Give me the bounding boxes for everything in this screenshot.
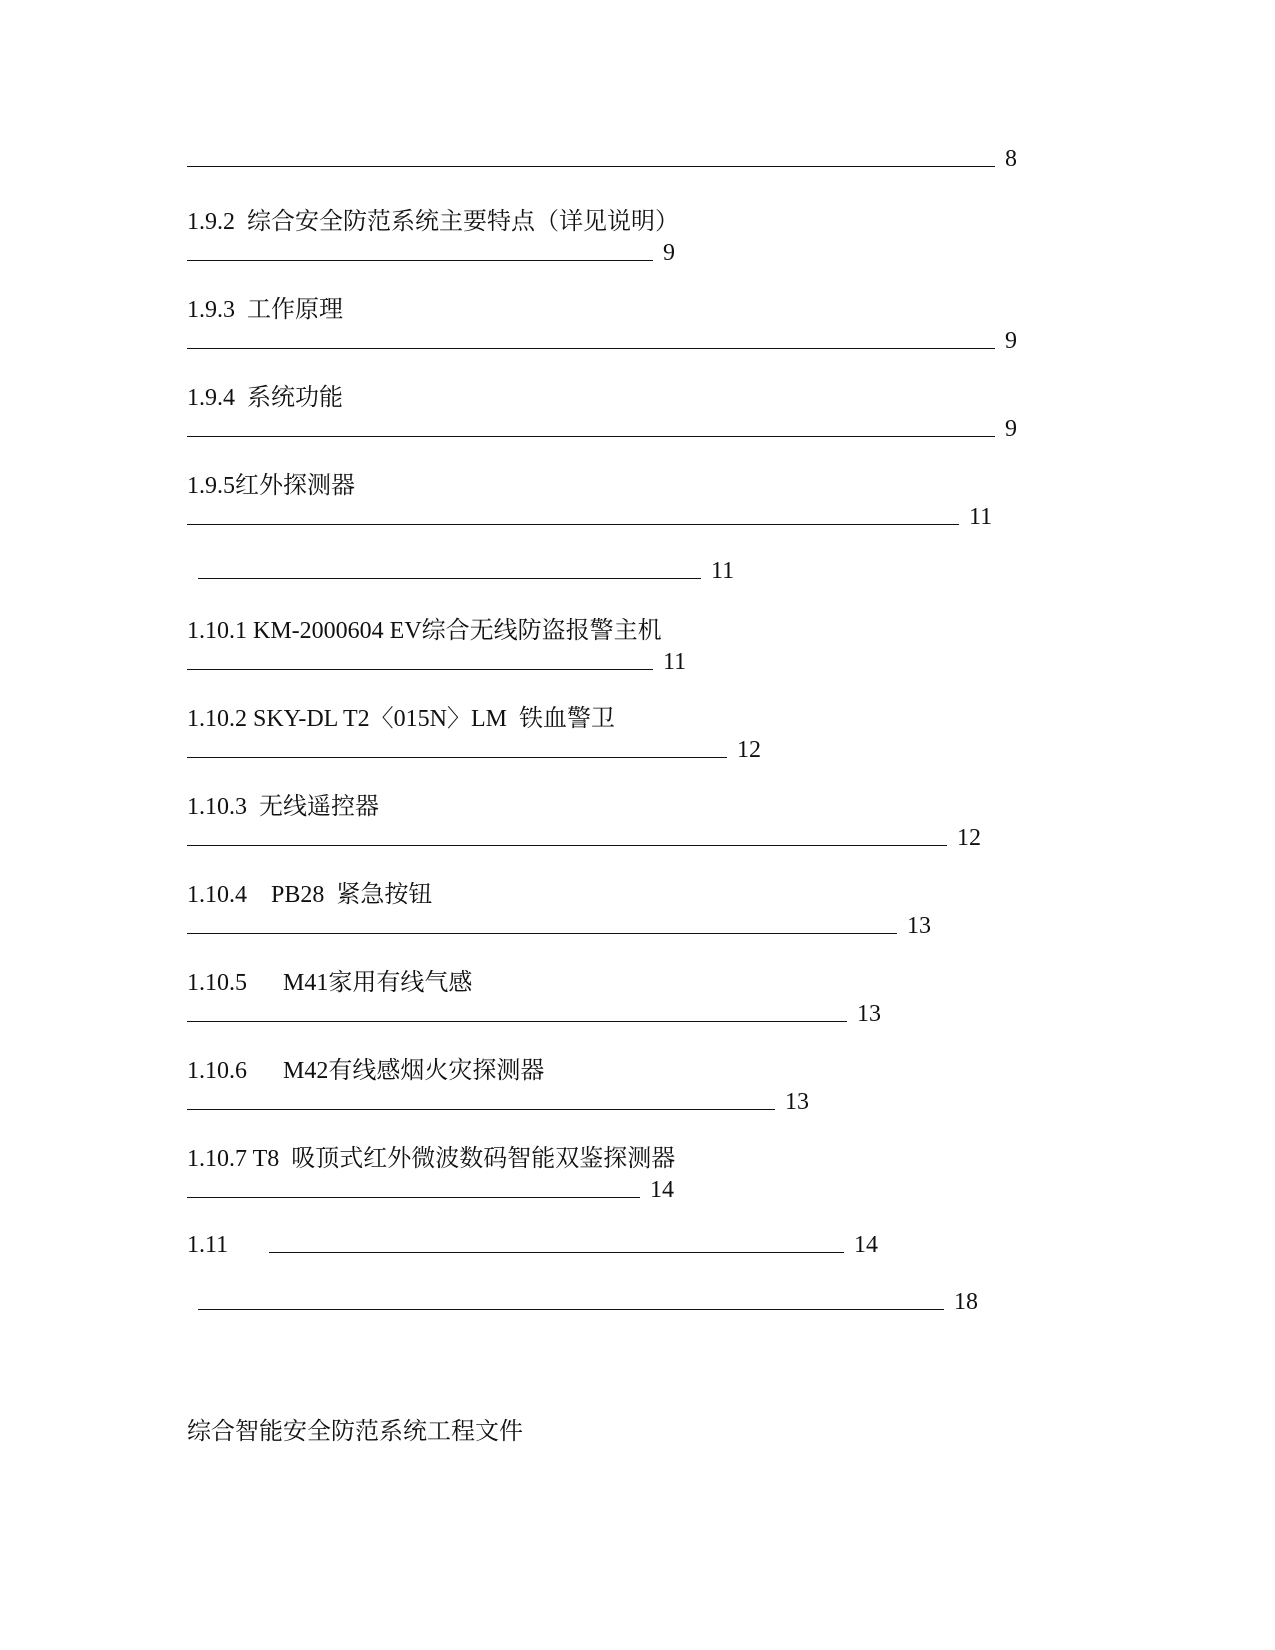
toc-entry[interactable] bbox=[187, 881, 931, 940]
toc-entry-title: 1.10.1 KM-2000604 EV综合无线防盗报警主机 bbox=[187, 618, 662, 644]
toc-entry-title: 1.9.5红外探测器 bbox=[187, 473, 355, 499]
toc-leader-row bbox=[187, 824, 981, 852]
toc-entry-title: 1.10.3 无线遥控器 bbox=[187, 794, 379, 820]
toc-leader-line bbox=[187, 845, 947, 846]
toc-page-number: 12 bbox=[957, 825, 981, 851]
toc-entry-title: 1.9.3 工作原理 bbox=[187, 297, 343, 323]
toc-leader-line bbox=[187, 933, 897, 934]
toc-leader-line bbox=[198, 578, 701, 579]
toc-entry-title: 1.10.2 SKY-DL T2〈015N〉LM 铁血警卫 bbox=[187, 706, 616, 732]
toc-page-number: 11 bbox=[711, 558, 735, 584]
toc-entry-title: 1.10.4 PB28 紧急按钮 bbox=[187, 882, 433, 908]
toc-leader-line bbox=[269, 1252, 844, 1253]
toc-page-number: 9 bbox=[1005, 328, 1017, 354]
toc-leader-line bbox=[187, 348, 995, 349]
toc-leader-row bbox=[187, 415, 1017, 443]
toc-entry-title: 1.11 bbox=[187, 1232, 229, 1258]
toc-entry bbox=[187, 145, 1017, 173]
toc-leader-row bbox=[187, 1231, 878, 1259]
toc-leader-line bbox=[187, 1021, 847, 1022]
toc-entry[interactable] bbox=[187, 1145, 675, 1204]
toc-entry[interactable] bbox=[187, 793, 981, 852]
toc-leader-row bbox=[187, 1176, 675, 1204]
toc-entry[interactable] bbox=[187, 617, 686, 676]
toc-leader-row bbox=[187, 1000, 881, 1028]
toc-leader-line bbox=[187, 669, 653, 670]
toc-page-number: 9 bbox=[1005, 416, 1017, 442]
toc-page-number: 13 bbox=[857, 1001, 881, 1027]
toc-leader-line bbox=[187, 1109, 775, 1110]
toc-entry-title: 1.10.5 M41家用有线气感 bbox=[187, 970, 473, 996]
toc-page-number: 18 bbox=[954, 1289, 978, 1315]
toc-page-number: 13 bbox=[907, 913, 931, 939]
toc-entry[interactable] bbox=[187, 384, 1017, 443]
toc-leader-row bbox=[187, 503, 992, 531]
toc-leader-line bbox=[187, 757, 727, 758]
toc-entry[interactable] bbox=[187, 296, 1017, 355]
toc-entry-title: 1.10.7 T8 吸顶式红外微波数码智能双鉴探测器 bbox=[187, 1146, 676, 1172]
toc-leader-row bbox=[187, 327, 1017, 355]
toc-entry[interactable] bbox=[187, 705, 761, 764]
toc-leader-row bbox=[187, 648, 686, 676]
toc-page-number: 11 bbox=[663, 649, 687, 675]
toc-leader-row bbox=[187, 912, 931, 940]
toc-page-number: 13 bbox=[785, 1089, 809, 1115]
toc-leader-line bbox=[187, 260, 653, 261]
toc-leader-row bbox=[187, 1088, 809, 1116]
toc-entry[interactable] bbox=[187, 969, 881, 1028]
toc-leader-row bbox=[187, 736, 761, 764]
toc-page-number: 8 bbox=[1005, 146, 1017, 172]
toc-entry bbox=[198, 1288, 978, 1316]
toc-entry-title: 1.10.6 M42有线感烟火灾探测器 bbox=[187, 1058, 545, 1084]
toc-entry-title: 1.9.2 综合安全防范系统主要特点（详见说明） bbox=[187, 209, 679, 235]
toc-entry[interactable] bbox=[187, 1057, 809, 1116]
toc-page-number: 12 bbox=[737, 737, 761, 763]
toc-entry[interactable] bbox=[187, 472, 992, 531]
document-title: 综合智能安全防范系统工程文件 bbox=[187, 1419, 523, 1445]
toc-entry[interactable] bbox=[187, 1231, 878, 1259]
toc-page-number: 9 bbox=[663, 240, 675, 266]
toc-leader-row bbox=[187, 145, 1017, 173]
toc-leader-line bbox=[198, 1309, 944, 1310]
toc-page-number: 11 bbox=[969, 504, 993, 530]
toc-page-number: 14 bbox=[854, 1232, 878, 1258]
toc-leader-line bbox=[187, 436, 995, 437]
toc-leader-line bbox=[187, 166, 995, 167]
toc-leader-line bbox=[187, 524, 959, 525]
toc-leader-line bbox=[187, 1197, 640, 1198]
toc-entry bbox=[198, 557, 734, 585]
toc-leader-row bbox=[187, 239, 679, 267]
toc-entry[interactable] bbox=[187, 208, 679, 267]
toc-page-number: 14 bbox=[650, 1177, 674, 1203]
toc-leader-row bbox=[198, 1288, 978, 1316]
toc-leader-row bbox=[198, 557, 734, 585]
toc-entry-title: 1.9.4 系统功能 bbox=[187, 385, 343, 411]
